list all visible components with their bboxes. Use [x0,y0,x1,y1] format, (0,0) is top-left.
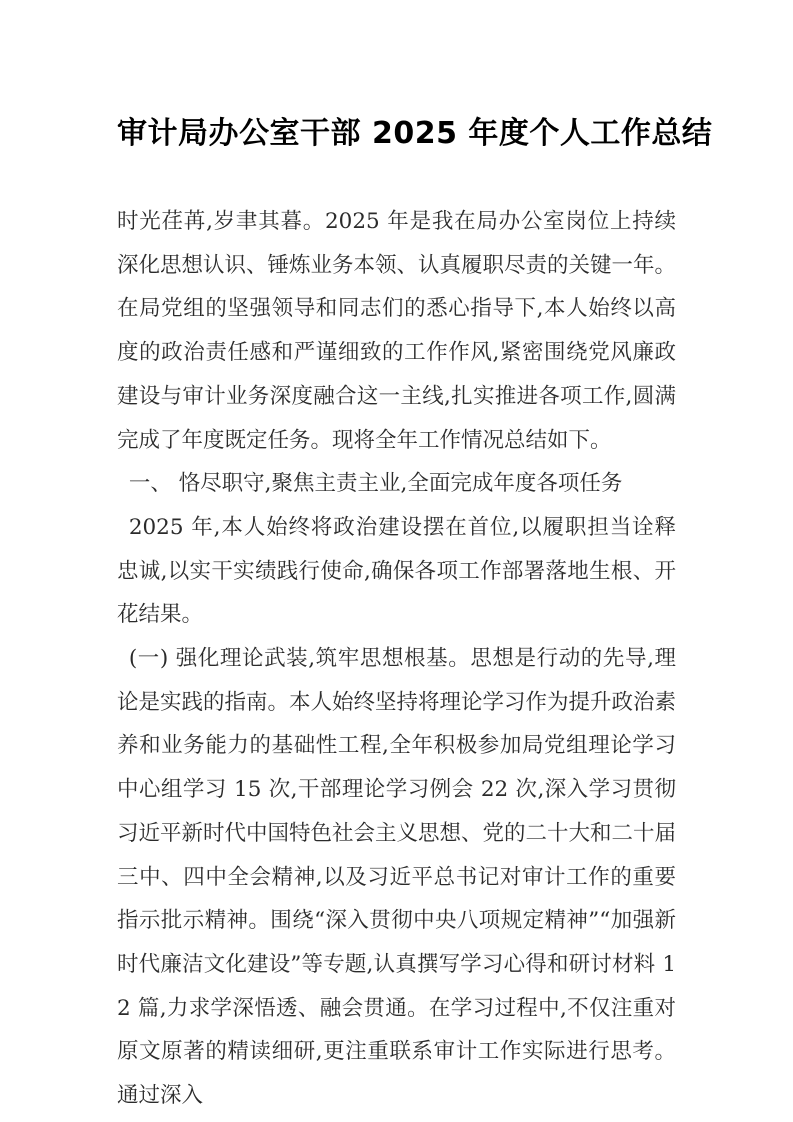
section-heading: 一、 恪尽职守,聚焦主责主业,全面完成年度各项任务 [128,471,623,497]
body-paragraph: (一) 强化理论武装,筑牢思想根基。思想是行动的先导,理论是实践的指南。本人始终坚持将理论学习作为提升政治素养和业务能力的基础性工程,全年积极参加局党组理论学习中心组学习 15 次,干部理论学习例会 22 次,深入学习贯彻习近平新时代中国特色社会主义思想、党的二十大和二十届三中、四中全会精神,以及习近平总书记对审计工作的重要指示批示精神。围绕“深入贯彻中央八项规定精神”“加强新时代廉洁文化建设”等专题,认真撰写学习心得和研讨材料 12 篇,力求学深悟透、融会贯通。在学习过程中,不仅注重对原文原著的精读细研,更注重联系审计工作实际进行思考。通过深入 [117,646,677,1109]
body-paragraph: 2025 年,本人始终将政治建设摆在首位,以履职担当诠释忠诚,以实干实绩践行使命,确保各项工作部署落地生根、开花结果。 [117,514,676,628]
document-title: 审计局办公室干部 2025 年度个人工作总结 [117,116,713,151]
document-body [117,200,676,1118]
body-paragraph: 时光荏苒,岁聿其暮。2025 年是我在局办公室岗位上持续深化思想认识、锤炼业务本领、认真履职尽责的关键一年。在局党组的坚强领导和同志们的悉心指导下,本人始终以高度的政治责任感和严谨细致的工作作风,紧密围绕党风廉政建设与审计业务深度融合这一主线,扎实推进各项工作,圆满完成了年度既定任务。现将全年工作情况总结如下。 [117,209,677,453]
